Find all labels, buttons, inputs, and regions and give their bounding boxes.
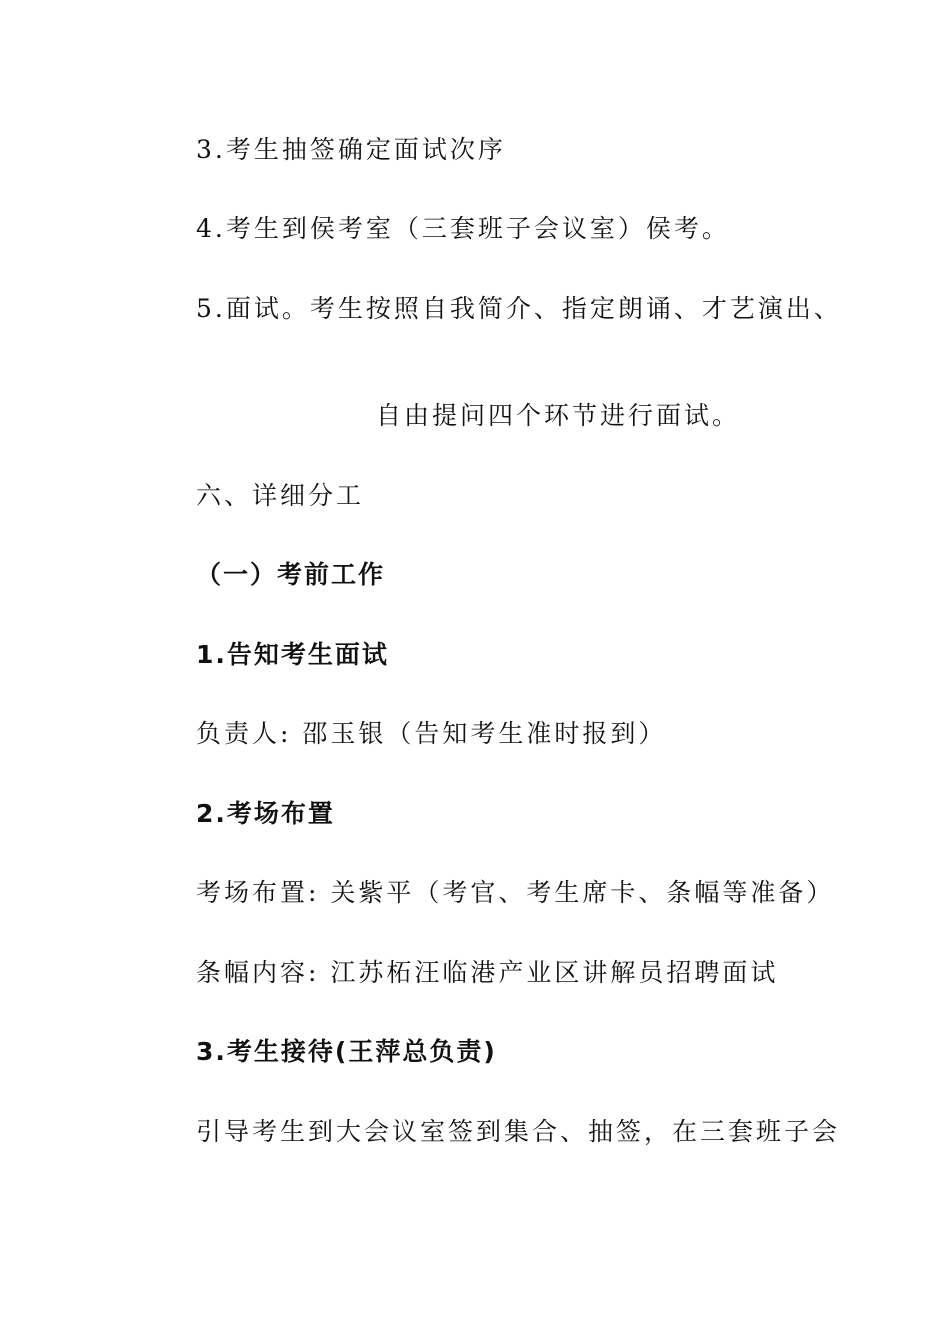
step-5-interview: 5.面试。考生按照自我简介、指定朗诵、才艺演出、 — [196, 294, 842, 323]
step-3-draw-lots: 3.考生抽签确定面试次序 — [196, 135, 506, 164]
item-1-heading: 1.告知考生面试 — [196, 640, 389, 669]
item-3-body: 引导考生到大会议室签到集合、抽签，在三套班子会 — [196, 1117, 841, 1146]
item-2-layout: 考场布置: 关紫平（考官、考生席卡、条幅等准备） — [196, 878, 835, 907]
subsection-pre-exam-heading: （一）考前工作 — [196, 560, 386, 589]
item-2-banner-content: 条幅内容: 江苏柘汪临港产业区讲解员招聘面试 — [196, 958, 779, 987]
item-3-heading: 3.考生接待(王萍总负责) — [196, 1037, 497, 1066]
step-4-waiting-room: 4.考生到侯考室（三套班子会议室）侯考。 — [196, 214, 730, 243]
section-6-heading: 六、详细分工 — [196, 481, 365, 510]
item-1-responsible: 负责人: 邵玉银（告知考生准时报到） — [196, 719, 667, 748]
step-5-interview-continued: 自由提问四个环节进行面试。 — [376, 401, 741, 430]
item-2-heading: 2.考场布置 — [196, 799, 335, 828]
